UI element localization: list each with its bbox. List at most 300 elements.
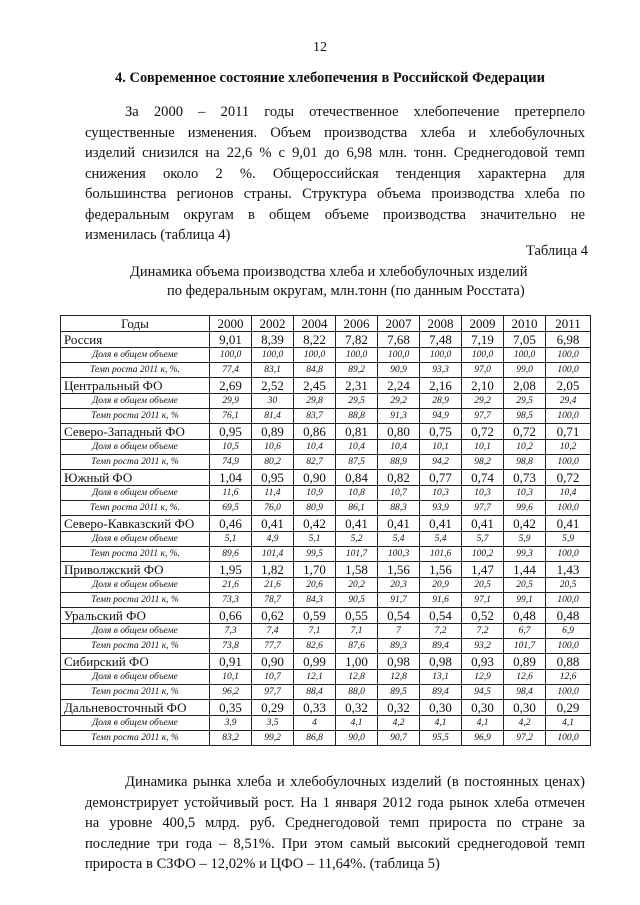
row-label: Темп роста 2011 к, % [61,409,210,424]
table-cell: 90,5 [336,593,378,608]
table-subrow [61,685,591,700]
table-row [61,562,591,578]
table-cell: 7,68 [378,332,420,348]
table-cell: 0,55 [336,608,378,624]
table-cell: 0,29 [252,700,294,716]
table-cell: 12,6 [504,670,546,685]
row-label: Сибирский ФО [61,654,210,670]
table-cell: 11,6 [210,486,252,501]
table-cell: 0,98 [420,654,462,670]
table-cell: 0,41 [252,516,294,532]
table-cell: 0,30 [504,700,546,716]
table-subrow [61,440,591,455]
row-label: Темп роста 2011 к, % [61,731,210,746]
table-subrow [61,455,591,470]
table-cell: 100,2 [462,547,504,562]
table-row [61,654,591,670]
table-cell: 101,6 [420,547,462,562]
market-paragraph [85,772,585,875]
table-cell: 90,7 [378,731,420,746]
table-cell: 100,0 [546,363,591,378]
table-cell: 1,56 [420,562,462,578]
row-label: Доля в общем объеме [61,394,210,409]
table-cell: 0,71 [546,424,591,440]
table-cell: 98,4 [504,685,546,700]
table-cell: 1,70 [294,562,336,578]
table-cell: 20,5 [504,578,546,593]
row-label: Уральский ФО [61,608,210,624]
table-cell: 89,3 [378,639,420,654]
row-label: Доля в общем объеме [61,486,210,501]
table-cell: 7,3 [210,624,252,639]
table-cell: 0,42 [504,516,546,532]
table-cell: 0,41 [378,516,420,532]
intro-line: За 2000 – 2011 годы отечественное хлебопечение претерпело [125,104,585,120]
table-cell: 77,7 [252,639,294,654]
table-row [61,332,591,348]
table-cell: 101,7 [504,639,546,654]
table-cell: 0,72 [462,424,504,440]
table-cell: 1,04 [210,470,252,486]
table-cell: 83,7 [294,409,336,424]
table-subrow [61,624,591,639]
table-cell: 0,81 [336,424,378,440]
table-cell: 0,84 [336,470,378,486]
table-cell: 10,6 [252,440,294,455]
table-cell: 0,30 [462,700,504,716]
table-cell: 2,45 [294,378,336,394]
table-cell: 88,3 [378,501,420,516]
row-label: Темп роста 2011 к, % [61,593,210,608]
table-cell: 29,4 [546,394,591,409]
table-cell: 1,95 [210,562,252,578]
table-cell: 10,2 [546,440,591,455]
table-cell: 69,5 [210,501,252,516]
table-cell: 0,48 [546,608,591,624]
table-cell: 80,2 [252,455,294,470]
table-cell: 95,5 [420,731,462,746]
row-label: Доля в общем объеме [61,670,210,685]
table-cell: 89,2 [336,363,378,378]
table-cell: 10,3 [462,486,504,501]
table-cell: 5,9 [546,532,591,547]
table-cell: 90,9 [378,363,420,378]
table-subrow [61,593,591,608]
header-year: 2010 [504,316,546,332]
table-cell: 0,46 [210,516,252,532]
table-cell: 0,41 [546,516,591,532]
table-subrow [61,501,591,516]
table-row [61,470,591,486]
table-cell: 2,52 [252,378,294,394]
table-header-row [61,316,591,332]
table-cell: 80,9 [294,501,336,516]
table-cell: 100,0 [294,348,336,363]
table-cell: 0,90 [252,654,294,670]
table-cell: 78,7 [252,593,294,608]
table-cell: 0,95 [210,424,252,440]
table-cell: 87,6 [336,639,378,654]
table-cell: 0,59 [294,608,336,624]
table-cell: 99,2 [252,731,294,746]
table-cell: 101,4 [252,547,294,562]
table-cell: 96,9 [462,731,504,746]
table-cell: 10,1 [210,670,252,685]
table-cell: 3,5 [252,716,294,731]
header-label: Годы [61,316,210,332]
table-cell: 89,4 [420,639,462,654]
table-cell: 0,98 [378,654,420,670]
table-cell: 74,9 [210,455,252,470]
table-cell: 90,0 [336,731,378,746]
table-cell: 8,22 [294,332,336,348]
production-table [60,315,591,746]
table-cell: 100,0 [546,455,591,470]
table-cell: 100,0 [546,409,591,424]
table-cell: 10,1 [420,440,462,455]
table-cell: 5,1 [210,532,252,547]
table-cell: 99,0 [504,363,546,378]
table-cell: 0,35 [210,700,252,716]
table-cell: 82,7 [294,455,336,470]
table-cell: 83,1 [252,363,294,378]
intro-line: изменилась (таблица 4) [85,227,231,243]
table-cell: 4,2 [378,716,420,731]
table-cell: 0,48 [504,608,546,624]
table-cell: 0,32 [378,700,420,716]
table-cell: 4,1 [336,716,378,731]
row-label: Южный ФО [61,470,210,486]
table-cell: 0,74 [462,470,504,486]
table-cell: 2,10 [462,378,504,394]
table-cell: 99,3 [504,547,546,562]
table-cell: 4,1 [462,716,504,731]
table-cell: 2,05 [546,378,591,394]
table-cell: 86,8 [294,731,336,746]
header-year: 2009 [462,316,504,332]
table-cell: 8,39 [252,332,294,348]
table-subrow [61,532,591,547]
table-caption [0,263,640,301]
table-cell: 0,41 [420,516,462,532]
table-cell: 12,6 [546,670,591,685]
table-cell: 20,6 [294,578,336,593]
table-subrow [61,670,591,685]
table-cell: 7 [378,624,420,639]
table-cell: 7,4 [252,624,294,639]
table-cell: 99,5 [294,547,336,562]
market-line: прироста в СЗФО – 12,02% и ЦФО – 11,64%. (таблица 5) [85,856,440,872]
table-cell: 5,1 [294,532,336,547]
table-cell: 83,2 [210,731,252,746]
table-cell: 73,8 [210,639,252,654]
table-cell: 0,88 [546,654,591,670]
table-cell: 97,0 [462,363,504,378]
row-label: Темп роста 2011 к, %. [61,547,210,562]
table-cell: 10,1 [462,440,504,455]
table-cell: 93,3 [420,363,462,378]
table-cell: 0,72 [546,470,591,486]
table-cell: 88,9 [378,455,420,470]
table-cell: 6,98 [546,332,591,348]
table-cell: 4,1 [420,716,462,731]
table-cell: 10,8 [336,486,378,501]
row-label: Доля в общем объеме [61,716,210,731]
table-cell: 10,3 [504,486,546,501]
table-cell: 10,5 [210,440,252,455]
table-cell: 0,62 [252,608,294,624]
intro-line: федеральным округам в общем объеме производства значительно не [85,206,585,223]
header-year: 2011 [546,316,591,332]
table-cell: 89,6 [210,547,252,562]
table-cell: 100,0 [546,731,591,746]
row-label: Северо-Кавказский ФО [61,516,210,532]
table-subrow [61,486,591,501]
table-cell: 7,1 [294,624,336,639]
table-cell: 93,2 [462,639,504,654]
row-label: Темп роста 2011 к, %. [61,363,210,378]
table-row [61,700,591,716]
table-cell: 86,1 [336,501,378,516]
table-cell: 97,7 [252,685,294,700]
table-cell: 87,5 [336,455,378,470]
table-cell: 5,7 [462,532,504,547]
table-cell: 100,0 [546,685,591,700]
table-cell: 0,91 [210,654,252,670]
table-cell: 0,32 [336,700,378,716]
market-line: последние три года – 8,51%. При этом самый высокий среднегодовой темп [85,835,585,852]
table-cell: 21,6 [252,578,294,593]
table-cell: 7,2 [420,624,462,639]
table-cell: 2,16 [420,378,462,394]
row-label: Северо-Западный ФО [61,424,210,440]
table-cell: 20,2 [336,578,378,593]
table-cell: 0,95 [252,470,294,486]
table-cell: 29,9 [210,394,252,409]
table-cell: 7,05 [504,332,546,348]
table-cell: 0,89 [252,424,294,440]
market-line: демонстрирует устойчивый рост. На 1 января 2012 года рынок хлеба отмечен [85,794,585,811]
row-label: Доля в общем объеме [61,624,210,639]
table-cell: 1,47 [462,562,504,578]
row-label: Доля в общем объеме [61,532,210,547]
table-cell: 10,4 [378,440,420,455]
table-cell: 5,4 [420,532,462,547]
table-cell: 98,8 [504,455,546,470]
intro-line: существенные изменения. Объем производства хлеба и хлебобулочных [85,124,585,141]
table-cell: 10,3 [420,486,462,501]
table-cell: 0,33 [294,700,336,716]
table-cell: 0,82 [378,470,420,486]
header-year: 2000 [210,316,252,332]
table-cell: 100,0 [462,348,504,363]
table-cell: 94,9 [420,409,462,424]
row-label: Темп роста 2011 к, % [61,639,210,654]
table-cell: 29,2 [462,394,504,409]
table-cell: 7,1 [336,624,378,639]
table-cell: 81,4 [252,409,294,424]
table-cell: 91,7 [378,593,420,608]
row-label: Темп роста 2011 к, % [61,455,210,470]
table-cell: 10,7 [378,486,420,501]
intro-line: изделий снизился на 22,6 % с 9,01 до 6,98 млн. тонн. Среднегодовой темп [85,145,585,161]
row-label: Темп роста 2011 к, %. [61,501,210,516]
table-cell: 10,7 [252,670,294,685]
table-cell: 0,42 [294,516,336,532]
table-cell: 0,54 [378,608,420,624]
table-cell: 20,5 [462,578,504,593]
table-cell: 82,6 [294,639,336,654]
table-cell: 7,19 [462,332,504,348]
table-cell: 1,44 [504,562,546,578]
table-cell: 20,3 [378,578,420,593]
table-cell: 0,80 [378,424,420,440]
table-cell: 1,00 [336,654,378,670]
section-heading: 4. Современное состояние хлебопечения в Российской Федерации [115,70,545,86]
table-cell: 2,31 [336,378,378,394]
table-cell: 100,0 [378,348,420,363]
table-cell: 76,0 [252,501,294,516]
row-label: Центральный ФО [61,378,210,394]
header-year: 2008 [420,316,462,332]
table-cell: 28,9 [420,394,462,409]
table-cell: 88,0 [336,685,378,700]
table-cell: 93,9 [420,501,462,516]
caption-line: Динамика объема производства хлеба и хлебобулочных изделий [130,264,528,280]
table-cell: 7,48 [420,332,462,348]
table-cell: 99,1 [504,593,546,608]
table-cell: 5,4 [378,532,420,547]
table-subrow [61,716,591,731]
market-line: Динамика рынка хлеба и хлебобулочных изделий (в постоянных ценах) [125,774,585,790]
table-label: Таблица 4 [525,243,588,259]
table-subrow [61,731,591,746]
table-cell: 0,77 [420,470,462,486]
table-cell: 0,30 [420,700,462,716]
table-cell: 10,9 [294,486,336,501]
table-subrow [61,409,591,424]
table-cell: 0,41 [336,516,378,532]
table-cell: 29,2 [378,394,420,409]
table-subrow [61,547,591,562]
table-cell: 100,0 [546,593,591,608]
table-cell: 100,0 [420,348,462,363]
table-row [61,378,591,394]
table-cell: 21,6 [210,578,252,593]
table-body [61,332,591,746]
table-cell: 4,9 [252,532,294,547]
table-row [61,608,591,624]
table-cell: 100,0 [546,547,591,562]
table-cell: 0,93 [462,654,504,670]
table-cell: 77,4 [210,363,252,378]
table-cell: 84,3 [294,593,336,608]
table-cell: 4,1 [546,716,591,731]
row-label: Доля в общем объеме [61,578,210,593]
header-year: 2006 [336,316,378,332]
page-number: 12 [313,40,327,55]
table-cell: 0,66 [210,608,252,624]
table-cell: 94,2 [420,455,462,470]
table-cell: 89,5 [378,685,420,700]
row-label: Темп роста 2011 к, % [61,685,210,700]
table-cell: 12,1 [294,670,336,685]
table-cell: 10,4 [546,486,591,501]
table-row [61,516,591,532]
table-cell: 88,4 [294,685,336,700]
table-cell: 100,0 [210,348,252,363]
table-subrow [61,578,591,593]
table-cell: 98,5 [504,409,546,424]
table-cell: 4 [294,716,336,731]
table-cell: 97,7 [462,501,504,516]
table-cell: 88,8 [336,409,378,424]
table-cell: 2,69 [210,378,252,394]
table-cell: 1,58 [336,562,378,578]
table-cell: 76,1 [210,409,252,424]
table-cell: 0,72 [504,424,546,440]
table-subrow [61,394,591,409]
table-cell: 5,9 [504,532,546,547]
table-cell: 0,73 [504,470,546,486]
table-cell: 97,2 [504,731,546,746]
table-cell: 9,01 [210,332,252,348]
table-cell: 73,3 [210,593,252,608]
table-cell: 0,41 [462,516,504,532]
table-cell: 12,8 [378,670,420,685]
row-label: Приволжский ФО [61,562,210,578]
table-cell: 100,0 [336,348,378,363]
market-line: на уровне 400,5 млрд. руб. Среднегодовой темп прироста по стране за [85,815,585,831]
row-label: Доля в общем объеме [61,348,210,363]
table-subrow [61,348,591,363]
table-cell: 0,54 [420,608,462,624]
table-cell: 100,3 [378,547,420,562]
table-cell: 0,99 [294,654,336,670]
table-cell: 0,89 [504,654,546,670]
table-cell: 29,5 [336,394,378,409]
table-cell: 12,8 [336,670,378,685]
table-cell: 101,7 [336,547,378,562]
table-cell: 1,43 [546,562,591,578]
table-cell: 100,0 [546,348,591,363]
table-cell: 98,2 [462,455,504,470]
table-cell: 20,5 [546,578,591,593]
table-cell: 2,08 [504,378,546,394]
table-cell: 29,8 [294,394,336,409]
table-subrow [61,639,591,654]
table-cell: 100,0 [504,348,546,363]
intro-line: большинства регионов страны. Структура объема производства хлеба по [85,186,585,202]
row-label: Россия [61,332,210,348]
table-cell: 7,2 [462,624,504,639]
table-cell: 13,1 [420,670,462,685]
intro-paragraph [85,102,585,246]
table-cell: 0,52 [462,608,504,624]
table-cell: 20,9 [420,578,462,593]
table-cell: 4,2 [504,716,546,731]
table-cell: 10,4 [294,440,336,455]
table-cell: 0,75 [420,424,462,440]
caption-line: по федеральным округам, млн.тонн (по данным Росстата) [167,283,525,299]
table-cell: 100,0 [546,501,591,516]
table-cell: 3,9 [210,716,252,731]
table-cell: 10,2 [504,440,546,455]
table-cell: 7,82 [336,332,378,348]
table-cell: 0,90 [294,470,336,486]
table-cell: 0,86 [294,424,336,440]
table-cell: 84,8 [294,363,336,378]
